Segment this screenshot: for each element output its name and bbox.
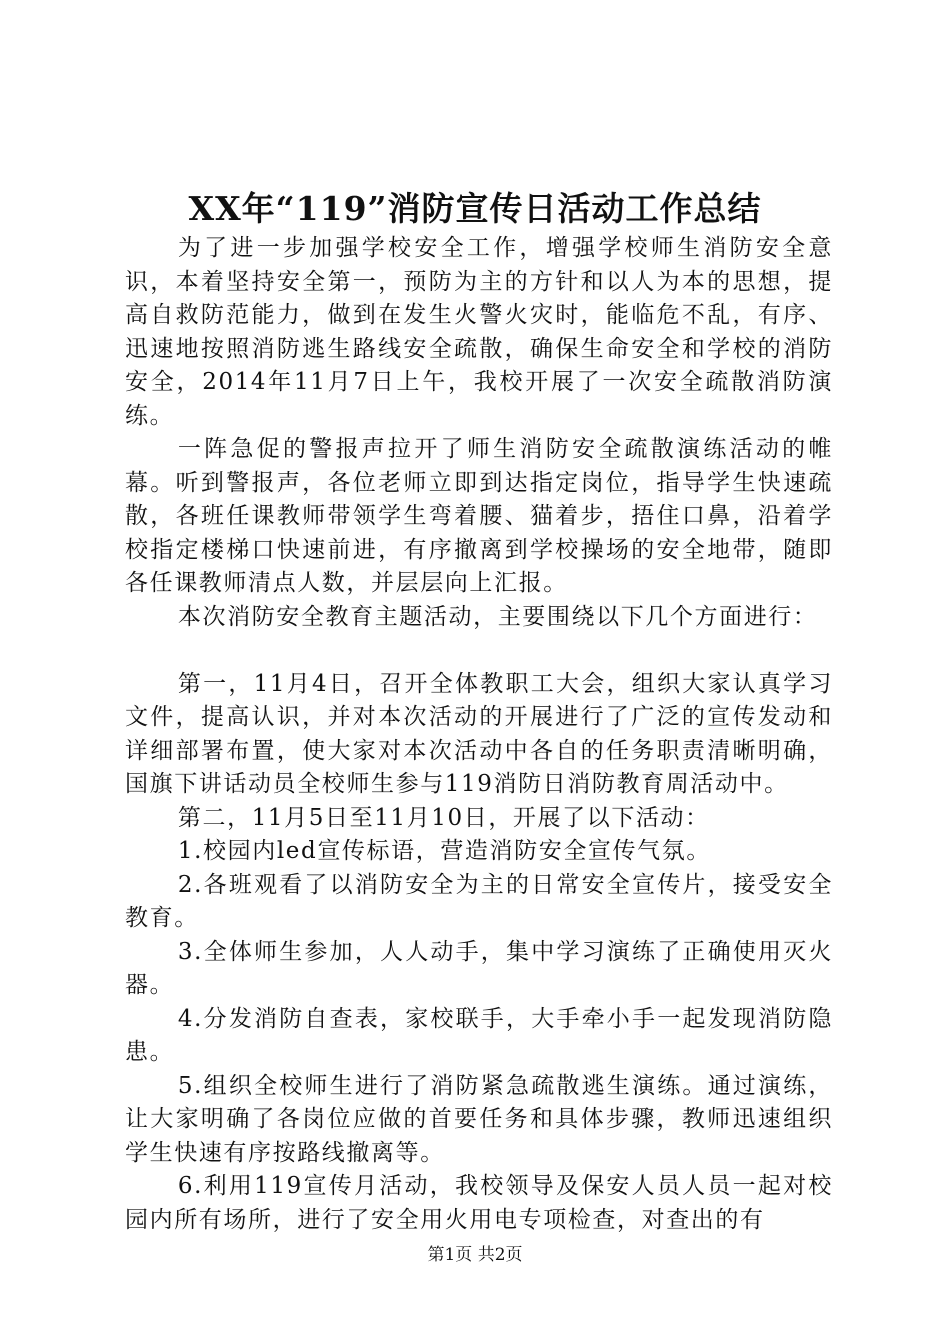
paragraph-second-item: 第二，11月5日至11月10日，开展了以下活动： xyxy=(177,804,710,831)
list-item-4: 4.分发消防自查表，家校联手，大手牵小手一起发现消防隐患。 xyxy=(125,1005,833,1065)
paragraph-intro: 为了进一步加强学校安全工作，增强学校师生消防安全意识，本着坚持安全第一，预防为主的方针和以人为本的思想，提高自救防范能力，做到在发生火警火灾时，能临危不乱，有序、迅速地按照消防逃生路线安全疏散，确保生命安全和学校的消防安全，2014年11月7日上午，我校开展了一次安全疏散消防演练。 xyxy=(125,235,833,429)
list-item-1: 1.校园内led宣传标语，营造消防安全宣传气氛。 xyxy=(177,838,711,864)
paragraph-activity-overview: 本次消防安全教育主题活动，主要围绕以下几个方面进行： xyxy=(177,603,818,630)
document-title: XX年“119”消防宣传日活动工作总结 xyxy=(188,189,762,228)
list-item-5: 5.组织全校师生进行了消防紧急疏散逃生演练。通过演练，让大家明确了各岗位应做的首要任务和具体步骤，教师迅速组织学生快速有序按路线撤离等。 xyxy=(125,1072,833,1166)
list-item-2: 2.各班观看了以消防安全为主的日常安全宣传片，接受安全教育。 xyxy=(125,871,833,931)
list-item-3: 3.全体师生参加，人人动手，集中学习演练了正确使用灭火器。 xyxy=(125,938,833,998)
document-body xyxy=(125,232,833,1237)
paragraph-spacer xyxy=(125,634,833,668)
page-number-footer: 第1页 共2页 xyxy=(427,1245,523,1265)
paragraph-first-item: 第一，11月4日，召开全体教职工大会，组织大家认真学习文件，提高认识，并对本次活动的开展进行了广泛的宣传发动和详细部署布置，使大家对本次活动中各自的任务职责清晰明确，国旗下讲话动员全校师生参与119消防日消防教育周活动中。 xyxy=(125,670,833,797)
paragraph-drill-description: 一阵急促的警报声拉开了师生消防安全疏散演练活动的帷幕。听到警报声，各位老师立即到达指定岗位，指导学生快速疏散，各班任课教师带领学生弯着腰、猫着步，捂住口鼻，沿着学校指定楼梯口快速前进，有序撤离到学校操场的安全地带，随即各任课教师清点人数，并层层向上汇报。 xyxy=(125,436,833,596)
list-item-6: 6.利用119宣传月活动，我校领导及保安人员人员一起对校园内所有场所，进行了安全用火用电专项检查，对查出的有 xyxy=(125,1173,833,1233)
